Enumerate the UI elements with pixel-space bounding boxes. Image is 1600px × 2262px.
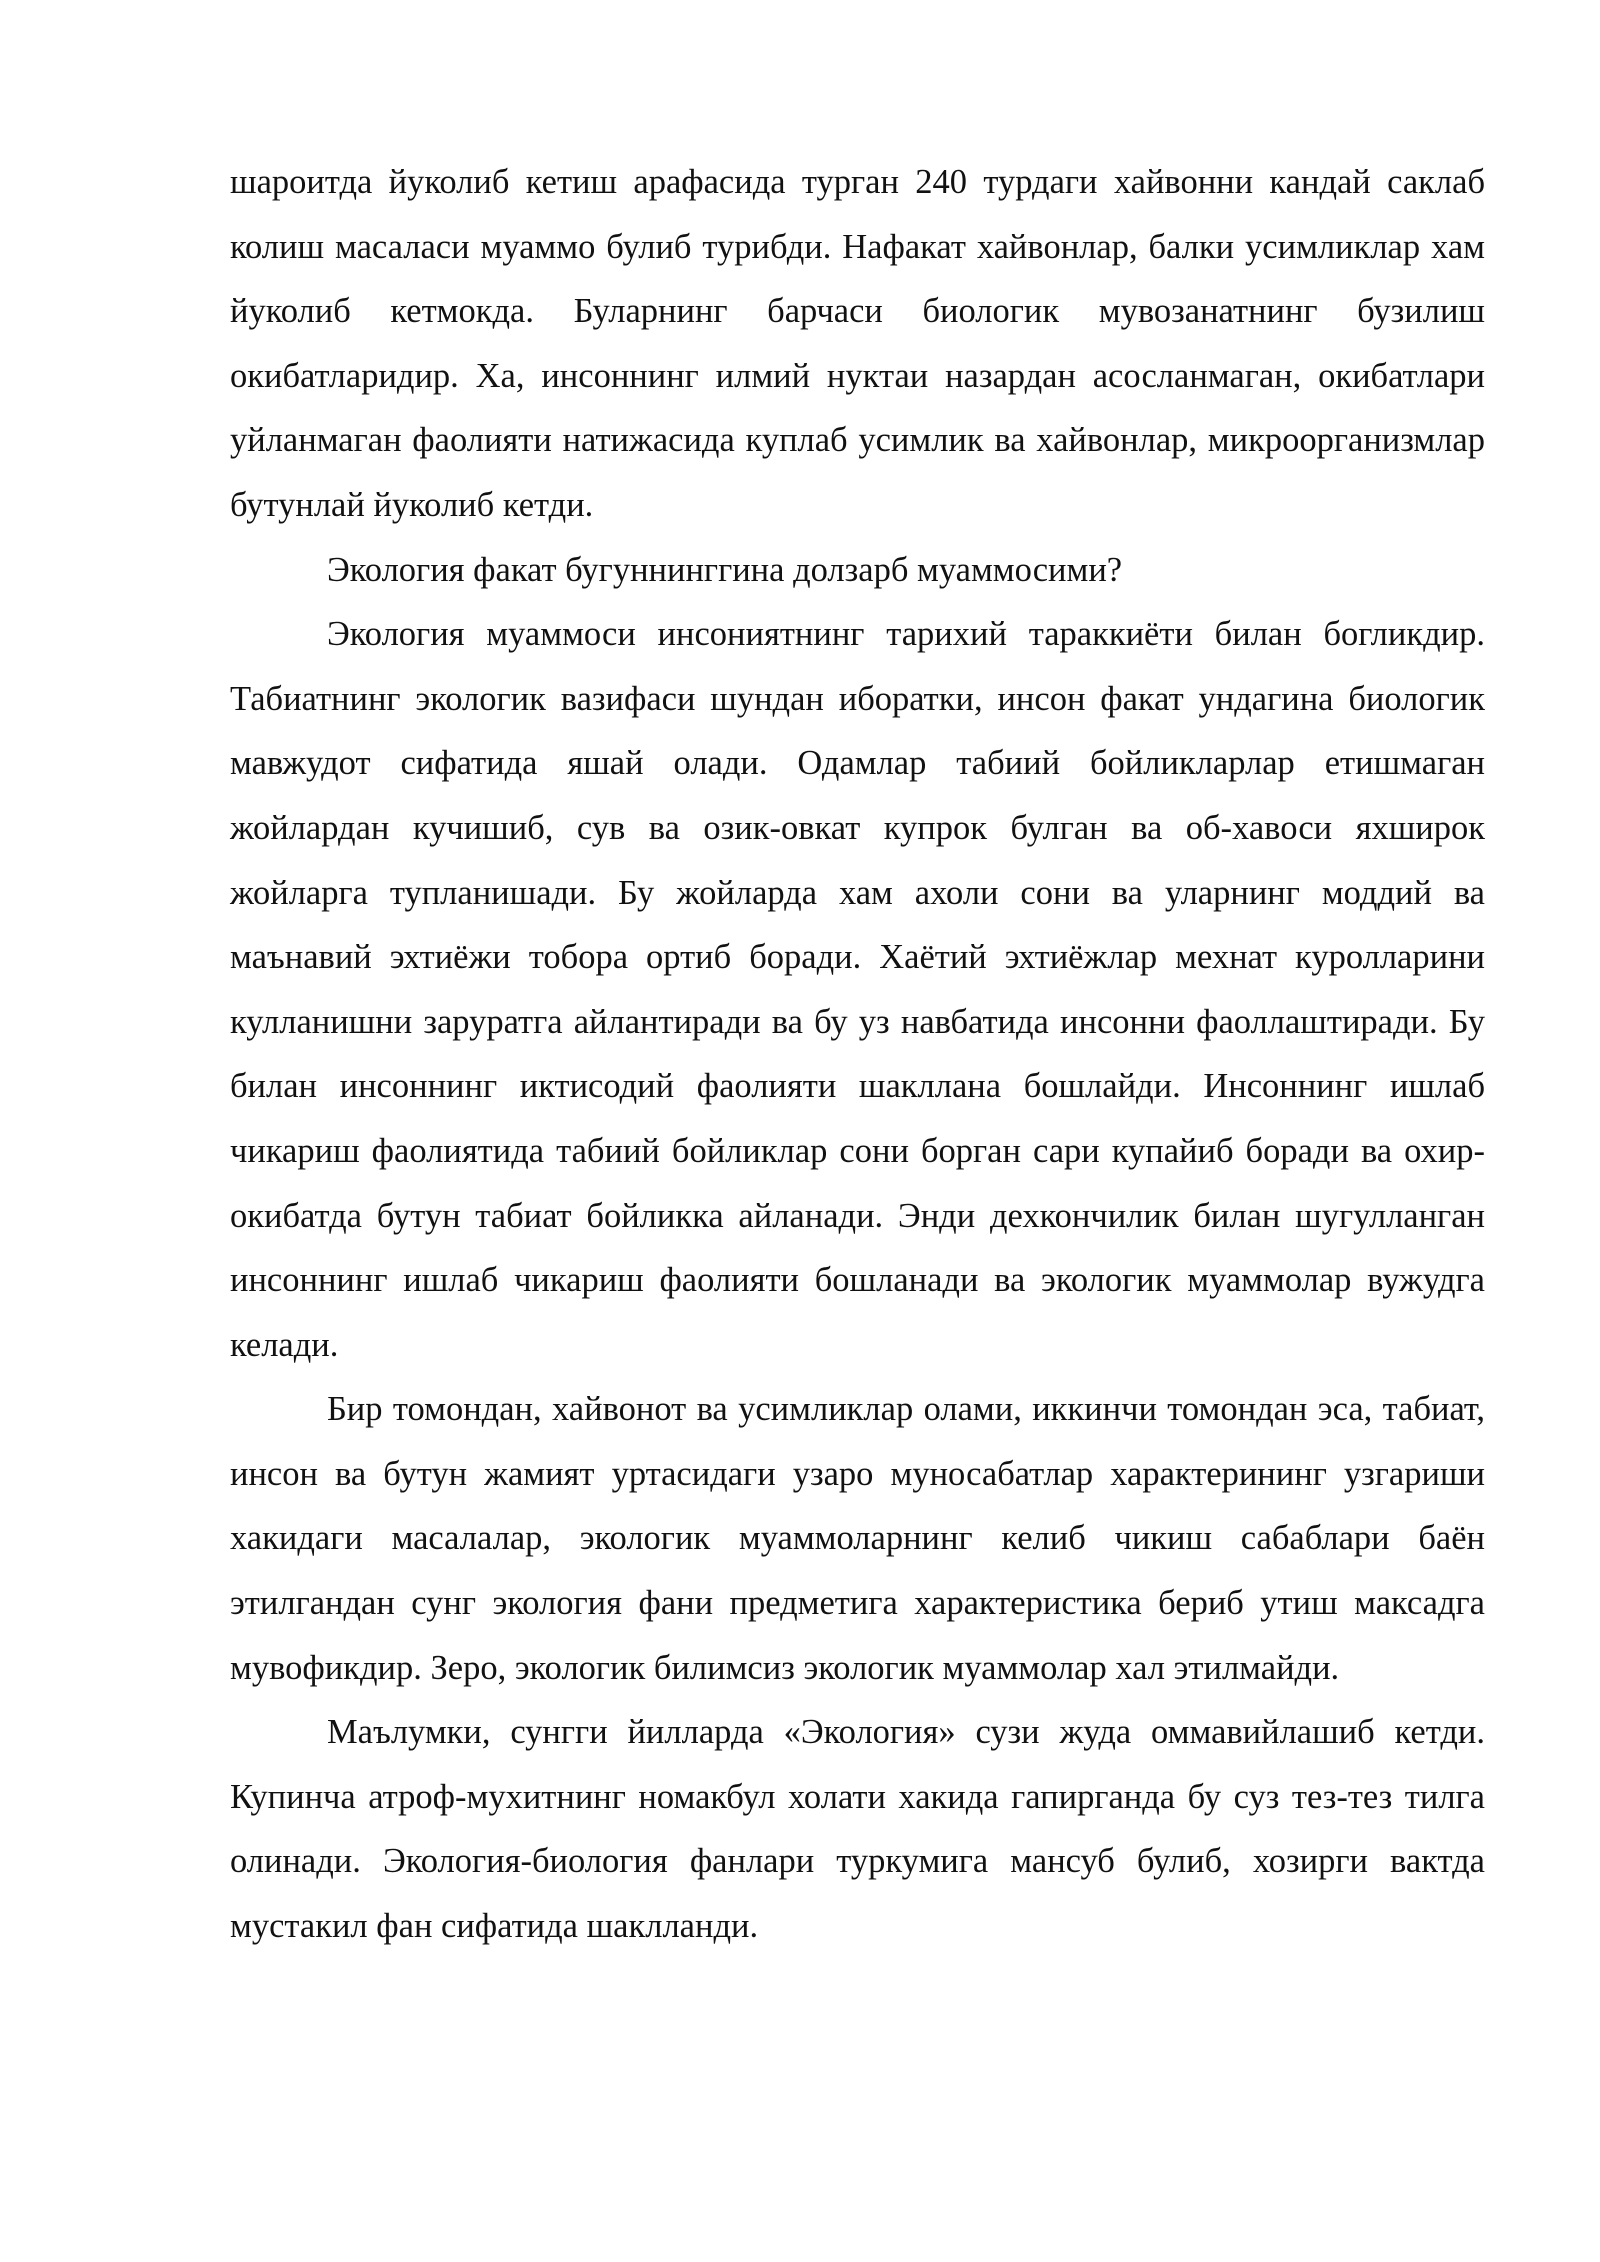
paragraph-ecology-history: Экология муаммоси инсониятнинг тарихий тараккиёти билан богликдир. Табиатнинг экологик вазифаси шундан иборатки, инсон факат ундагина биологик мавжудот сифатида яшай олади. Одамлар табиий бойликларлар етишмаган жойлардан кучишиб, сув ва озик-овкат купрок булган ва об-хавоси яхширок жойларга тупланишади. Бу жойларда хам ахоли сони ва уларнинг моддий ва маънавий эхтиёжи тобора ортиб боради. Хаётий эхтиёжлар мехнат куролларини кулланишни заруратга айлантиради ва бу уз навбатида инсонни фаоллаштиради. Бу билан инсоннинг иктисодий фаолияти шакллана бошлайди. Инсоннинг ишлаб чикариш фаолиятида табиий бойликлар сони борган сари купайиб боради ва охир-окибатда бутун табиат бойликка айланади. Энди дехкончилик билан шугулланган инсоннинг ишлаб чикариш фаолияти бошланади ва экологик муаммолар вужудга келади. [230,615,1485,1364]
paragraph-continuation: шароитда йуколиб кетиш арафасида турган 240 турдаги хайвонни кандай саклаб колиш масаласи муаммо булиб турибди. Нафакат хайвонлар, балки усимликлар хам йуколиб кетмокда. Буларнинг барчаси биологик мувозанатнинг бузилиш окибатларидир. Ха, инсоннинг илмий нуктаи назардан асосланмаган, окибатлари уйланмаган фаолияти натижасида куплаб усимлик ва хайвонлар, микроорганизмлар бутунлай йуколиб кетди. [230,163,1485,524]
paragraph-ecology-term: Маълумки, сунгги йилларда «Экология» сузи жуда оммавийлашиб кетди. Купинча атроф-мухитнинг номакбул холати хакида гапирганда бу суз тез-тез тилга олинади. Экология-биология фанлари туркумига мансуб булиб, хозирги вактда мустакил фан сифатида шаклланди. [230,1713,1485,1946]
paragraph-ecology-relations: Бир томондан, хайвонот ва усимликлар олами, иккинчи томондан эса, табиат, инсон ва бутун жамият уртасидаги узаро муносабатлар характерининг узгариши хакидаги масалалар, экологик муаммоларнинг келиб чикиш сабаблари баён этилгандан сунг экология фани предметига характеристика бериб утиш максадга мувофикдир. Зеро, экологик билимсиз экологик муаммолар хал этилмайди. [230,1390,1485,1687]
paragraph-question: Экология факат бугуннинггина долзарб муаммосими? [327,550,1123,589]
document-body [230,150,1485,1959]
